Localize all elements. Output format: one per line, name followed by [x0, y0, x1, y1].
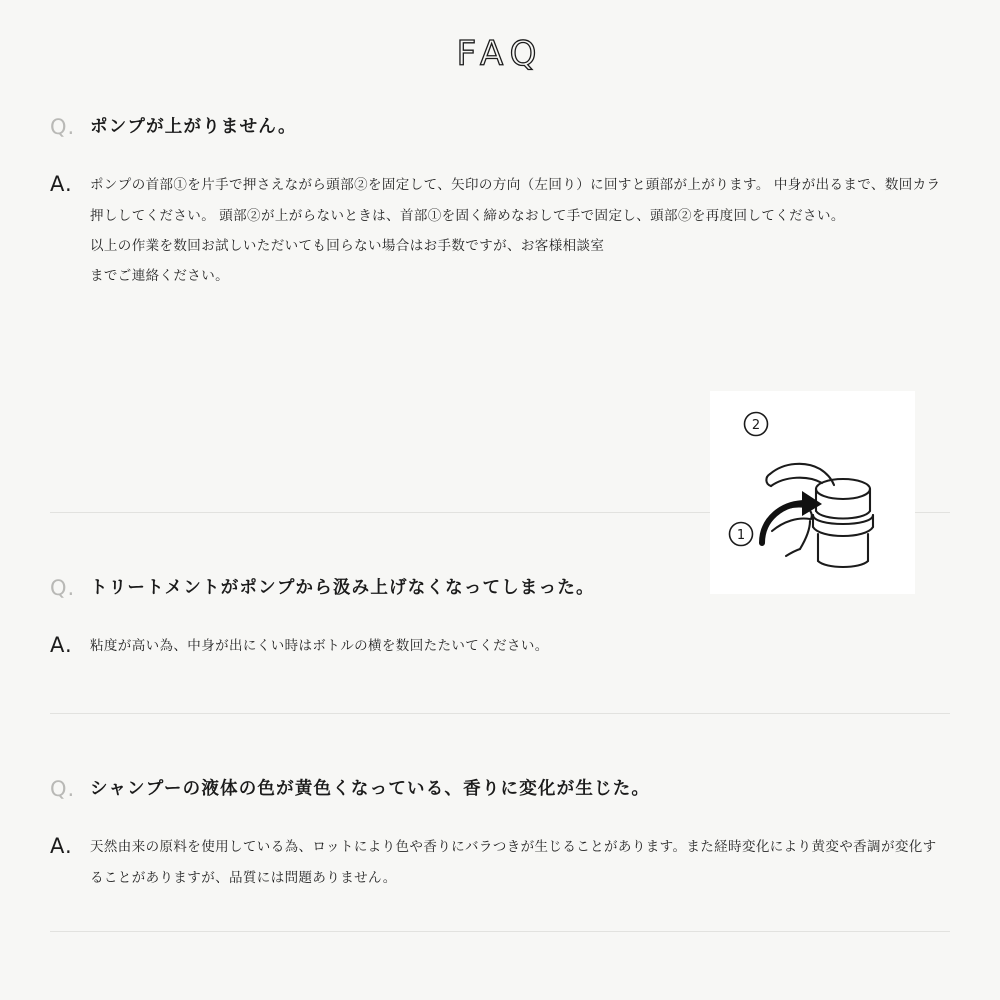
page-title-wrap [0, 0, 1000, 74]
question-marker: Q. [50, 575, 76, 600]
answer-marker: A. [50, 172, 73, 197]
page-title: FAQ [456, 34, 544, 74]
question-marker: Q. [50, 115, 76, 139]
answer-row [50, 832, 950, 893]
question-row [50, 575, 950, 601]
faq-list [0, 114, 1000, 932]
question-text: シャンプーの液体の色が黄色くなっている、香りに変化が生じた。 [90, 778, 651, 799]
question-text: トリートメントがポンプから汲み上げなくなってしまった。 [90, 576, 595, 597]
answer-row [50, 170, 950, 292]
question-marker: Q. [50, 777, 76, 802]
answer-text [90, 631, 950, 661]
illustration-label-2: 2 [751, 418, 761, 433]
question-row [50, 776, 950, 802]
answer-paragraph: 粘度が高い為、中身が出にくい時はボトルの横を数回たたいてください。 [90, 637, 549, 653]
faq-item [0, 575, 1000, 662]
answer-paragraph: ポンプの首部①を片手で押さえながら頭部②を固定して、矢印の方向（左回り）に回すと頭部が上がります。 中身が出るまで、数回カラ押ししてください。 頭部②が上がらないときは、首部①を固く締めなおして手で固定し、頭部②を再度回してください。 [90, 177, 941, 223]
illustration-label-1: 1 [736, 528, 746, 543]
answer-text [90, 832, 950, 893]
faq-item [0, 776, 1000, 893]
answer-paragraph: までご連絡ください。 [90, 268, 229, 284]
answer-marker: A. [50, 632, 73, 657]
answer-paragraph: 天然由来の原料を使用している為、ロットにより色や香りにバラつきが生じることがあります。また経時変化により黄変や香調が変化することがありますが、品質には問題ありません。 [90, 839, 937, 885]
divider [50, 931, 950, 932]
answer-paragraph: 以上の作業を数回お試しいただいても回らない場合はお手数ですが、お客様相談室 [90, 237, 605, 253]
answer-row [50, 631, 950, 661]
question-row [50, 114, 950, 140]
question-text: ポンプが上がりません。 [90, 116, 297, 136]
faq-item [0, 114, 1000, 543]
answer-marker: A. [50, 834, 73, 859]
pump-illustration [710, 391, 915, 594]
answer-text [90, 170, 950, 292]
